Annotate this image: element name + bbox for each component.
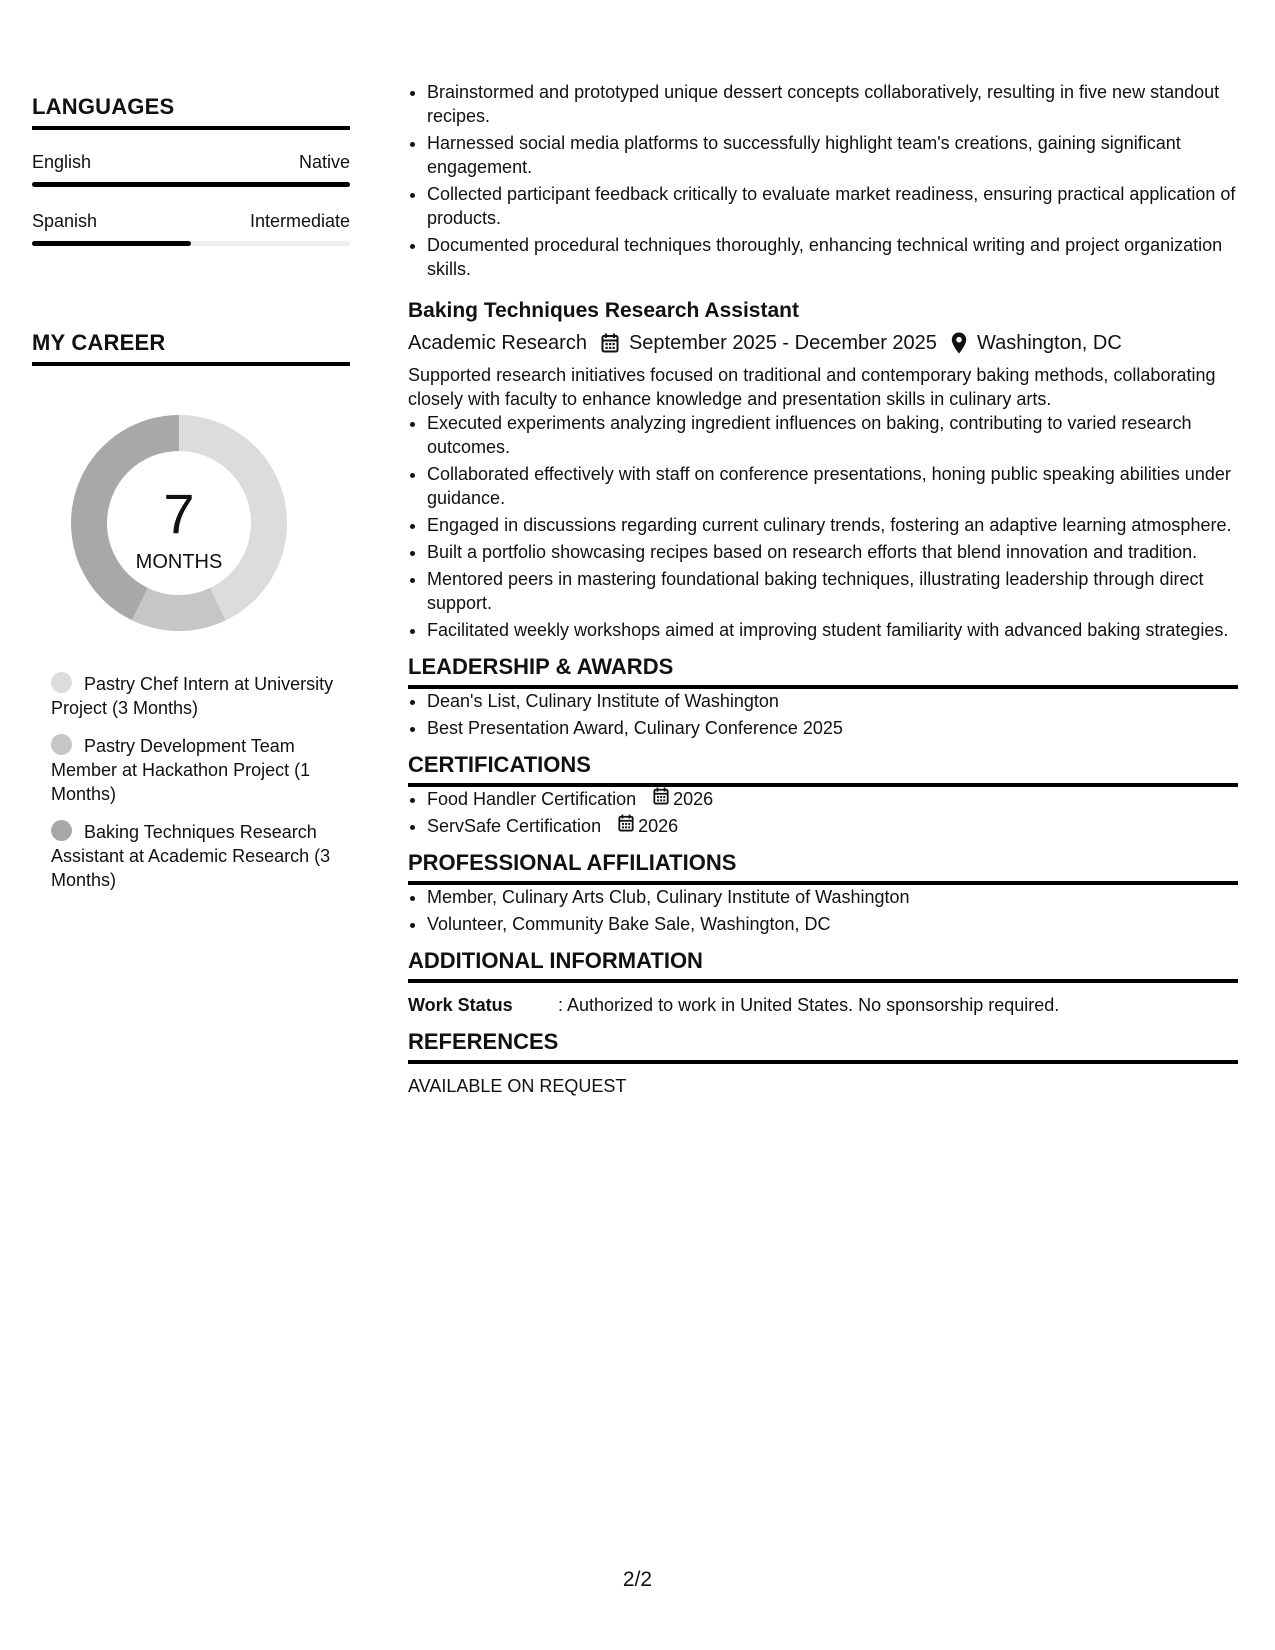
list-item	[427, 787, 1238, 811]
list-item	[427, 814, 1238, 838]
certifications-list	[408, 787, 1238, 838]
list-item: • Member, Culinary Arts Club, Culinary Institute of Washington	[427, 885, 1238, 909]
job-meta	[408, 329, 1238, 357]
career-legend-item	[51, 734, 350, 806]
certifications-heading: CERTIFICATIONS	[408, 752, 1238, 787]
references-heading: REFERENCES	[408, 1029, 1238, 1064]
work-status-label: Work Status	[408, 995, 513, 1015]
language-level: Native	[298, 152, 350, 172]
previous-job-bullets	[408, 80, 1238, 281]
certification-name: ServSafe Certification	[427, 816, 602, 836]
career-total-unit: MONTHS	[135, 551, 223, 573]
language-name: Spanish	[32, 211, 98, 231]
leadership-list	[408, 689, 1238, 740]
legend-label: Baking Techniques Research Assistant at Academic Research (3 Months)	[51, 822, 331, 890]
language-level: Intermediate	[249, 211, 350, 231]
career-legend-item	[51, 672, 350, 720]
list-item: • Volunteer, Community Bake Sale, Washington, DC	[427, 912, 1238, 936]
leadership-section	[408, 654, 1238, 740]
language-name: English	[32, 152, 92, 172]
certification-name: Food Handler Certification	[427, 789, 637, 809]
location-pin-icon	[951, 332, 967, 354]
list-item: • Documented procedural techniques thoroughly, enhancing technical writing and project organization skills.	[427, 233, 1238, 281]
legend-dot	[51, 672, 72, 693]
legend-dot	[51, 820, 72, 841]
career-legend	[51, 672, 350, 892]
main-column	[408, 80, 1238, 1098]
page-number: 2/2	[622, 1568, 653, 1591]
calendar-icon	[618, 814, 638, 838]
language-proficiency-fill	[32, 182, 350, 187]
legend-label: Pastry Chef Intern at University Project (3 Months)	[51, 674, 334, 718]
job-location: Washington, DC	[976, 332, 1122, 354]
job-entry	[408, 297, 1238, 642]
additional-info-heading: ADDITIONAL INFORMATION	[408, 948, 1238, 983]
certifications-section	[408, 752, 1238, 838]
list-item: • Collaborated effectively with staff on conference presentations, honing public speaking abilities under guidance.	[427, 462, 1238, 510]
certification-year: 2026	[673, 789, 714, 809]
list-item: • Built a portfolio showcasing recipes based on research efforts that blend innovation and tradition.	[427, 540, 1238, 564]
career-heading: MY CAREER	[32, 330, 350, 366]
career-donut-chart	[66, 410, 292, 636]
job-dates: September 2025 - December 2025	[628, 332, 937, 354]
calendar-icon	[601, 333, 619, 353]
references-text: AVAILABLE ON REQUEST	[408, 1076, 627, 1096]
languages-heading: LANGUAGES	[32, 94, 350, 130]
legend-dot	[51, 734, 72, 755]
legend-label: Pastry Development Team Member at Hackathon Project (1 Months)	[51, 736, 311, 804]
language-proficiency-bar	[32, 241, 350, 246]
list-item: • Executed experiments analyzing ingredient influences on baking, contributing to varied research outcomes.	[427, 411, 1238, 459]
career-legend-item	[51, 820, 350, 892]
list-item: • Harnessed social media platforms to successfully highlight team's creations, gaining significant engagement.	[427, 131, 1238, 179]
list-item: • Brainstormed and prototyped unique dessert concepts collaboratively, resulting in five new standout recipes.	[427, 80, 1238, 128]
job-description: Supported research initiatives focused on traditional and contemporary baking methods, collaborating closely with faculty to enhance knowledge and presentation skills in culinary arts.	[408, 365, 1216, 409]
affiliations-list	[408, 885, 1238, 936]
certification-year: 2026	[638, 816, 679, 836]
list-item: • Engaged in discussions regarding current culinary trends, fostering an adaptive learning atmosphere.	[427, 513, 1238, 537]
references-section	[408, 1029, 1238, 1098]
additional-info-section	[408, 948, 1238, 1017]
affiliations-section	[408, 850, 1238, 936]
calendar-icon	[653, 787, 673, 811]
donut-center	[66, 410, 292, 636]
language-item	[32, 209, 350, 246]
list-item: • Facilitated weekly workshops aimed at improving student familiarity with advanced baking strategies.	[427, 618, 1238, 642]
list-item: • Mentored peers in mastering foundational baking techniques, illustrating leadership through direct support.	[427, 567, 1238, 615]
language-item	[32, 150, 350, 187]
list-item: • Dean's List, Culinary Institute of Washington	[427, 689, 1238, 713]
language-proficiency-bar	[32, 182, 350, 187]
affiliations-heading: PROFESSIONAL AFFILIATIONS	[408, 850, 1238, 885]
languages-list	[32, 150, 350, 246]
sidebar	[32, 94, 350, 906]
work-status-value: : Authorized to work in United States. No sponsorship required.	[558, 995, 1060, 1015]
job-title: Baking Techniques Research Assistant	[408, 299, 799, 322]
job-company: Academic Research	[408, 332, 587, 354]
work-status-row	[408, 993, 1238, 1017]
language-proficiency-fill	[32, 241, 191, 246]
leadership-heading: LEADERSHIP & AWARDS	[408, 654, 1238, 689]
career-total-value: 7	[163, 482, 195, 545]
job-bullets	[408, 411, 1238, 642]
list-item: • Best Presentation Award, Culinary Conference 2025	[427, 716, 1238, 740]
list-item: • Collected participant feedback critically to evaluate market readiness, ensuring practical application of products.	[427, 182, 1238, 230]
